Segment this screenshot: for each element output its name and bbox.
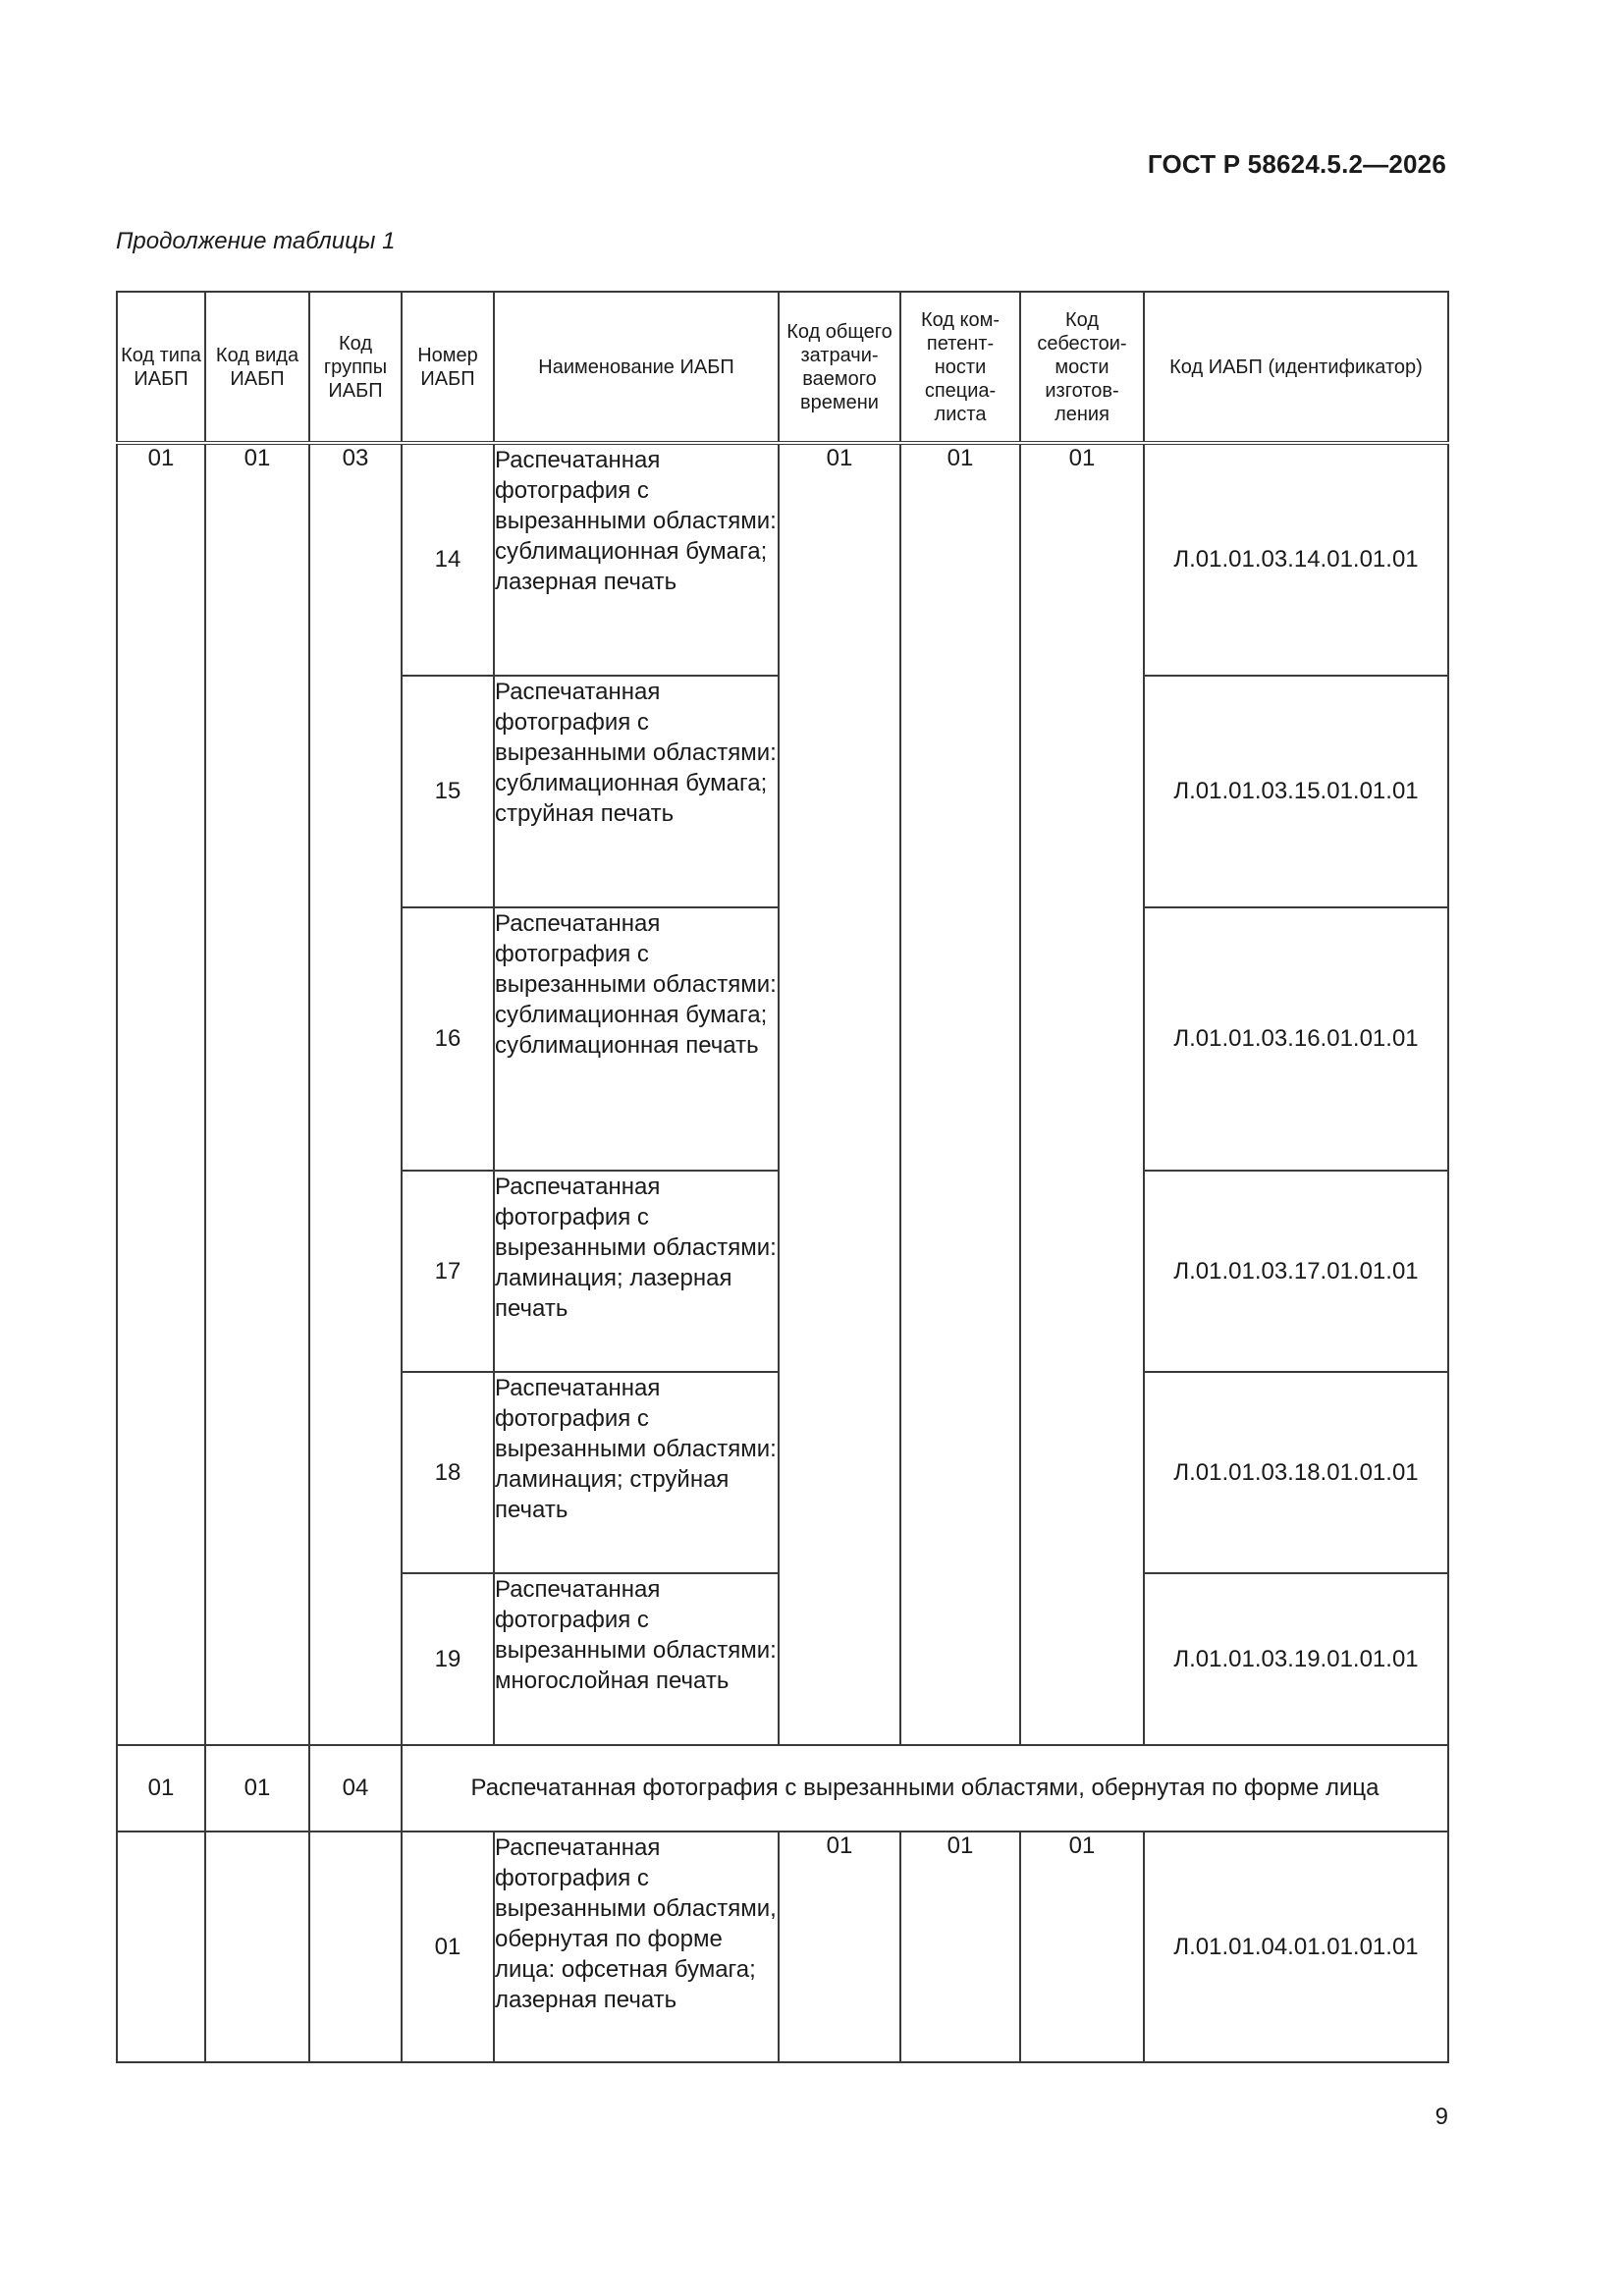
identifier-cell: Л.01.01.03.16.01.01.01 bbox=[1144, 907, 1448, 1171]
identifier-cell: Л.01.01.03.19.01.01.01 bbox=[1144, 1573, 1448, 1745]
identifier-cell: Л.01.01.04.01.01.01.01 bbox=[1144, 1831, 1448, 2062]
empty-cell bbox=[205, 1831, 309, 2062]
time-code-cell: 01 bbox=[779, 1831, 900, 2062]
table-row bbox=[117, 443, 1448, 676]
group-row bbox=[117, 1745, 1448, 1831]
time-code-cell: 01 bbox=[779, 443, 900, 1745]
name-cell: Распечатанная фотография с вырезанными областями: многослойная печать bbox=[494, 1573, 779, 1745]
header-group-code: Код группы ИАБП bbox=[309, 292, 402, 443]
cost-code-cell: 01 bbox=[1020, 443, 1144, 1745]
empty-cell bbox=[309, 1831, 402, 2062]
empty-cell bbox=[117, 1831, 205, 2062]
identifier-cell: Л.01.01.03.14.01.01.01 bbox=[1144, 443, 1448, 676]
document-code: ГОСТ Р 58624.5.2—2026 bbox=[1147, 149, 1446, 179]
iabp-table bbox=[116, 291, 1449, 2063]
group-code-cell: 04 bbox=[309, 1745, 402, 1831]
identifier-cell: Л.01.01.03.17.01.01.01 bbox=[1144, 1171, 1448, 1372]
cost-code-cell: 01 bbox=[1020, 1831, 1144, 2062]
type-code-cell: 01 bbox=[117, 1745, 205, 1831]
number-cell: 15 bbox=[402, 676, 494, 907]
competence-code-cell: 01 bbox=[900, 1831, 1020, 2062]
name-cell: Распечатанная фотография с вырезанными областями: ламинация; лазерная печать bbox=[494, 1171, 779, 1372]
number-cell: 16 bbox=[402, 907, 494, 1171]
number-cell: 01 bbox=[402, 1831, 494, 2062]
type-code-cell: 01 bbox=[117, 443, 205, 1745]
header-number: Номер ИАБП bbox=[402, 292, 494, 443]
name-cell: Распечатанная фотография с вырезанными областями: сублимационная бумага; сублимационная печать bbox=[494, 907, 779, 1171]
number-cell: 18 bbox=[402, 1372, 494, 1573]
name-cell: Распечатанная фотография с вырезанными областями: сублимационная бумага; лазерная печать bbox=[494, 443, 779, 676]
table-row bbox=[117, 1831, 1448, 2062]
header-type-code: Код типа ИАБП bbox=[117, 292, 205, 443]
number-cell: 14 bbox=[402, 443, 494, 676]
header-name: Наименование ИАБП bbox=[494, 292, 779, 443]
page-number: 9 bbox=[1434, 2104, 1448, 2130]
header-kind-code: Код вида ИАБП bbox=[205, 292, 309, 443]
kind-code-cell: 01 bbox=[205, 1745, 309, 1831]
table-header-row bbox=[117, 292, 1448, 443]
header-identifier: Код ИАБП (идентификатор) bbox=[1144, 292, 1448, 443]
identifier-cell: Л.01.01.03.18.01.01.01 bbox=[1144, 1372, 1448, 1573]
group-code-cell: 03 bbox=[309, 443, 402, 1745]
name-cell: Распечатанная фотография с вырезанными областями, обернутая по форме лица: офсетная бумага; лазерная печать bbox=[494, 1831, 779, 2062]
group-title-cell: Распечатанная фотография с вырезанными областями, обернутая по форме лица bbox=[402, 1745, 1448, 1831]
identifier-cell: Л.01.01.03.15.01.01.01 bbox=[1144, 676, 1448, 907]
name-cell: Распечатанная фотография с вырезанными областями: ламинация; струйная печать bbox=[494, 1372, 779, 1573]
number-cell: 19 bbox=[402, 1573, 494, 1745]
name-cell: Распечатанная фотография с вырезанными областями: сублимационная бумага; струйная печать bbox=[494, 676, 779, 907]
header-cost-code: Код себестои- мости изготов- ления bbox=[1020, 292, 1144, 443]
competence-code-cell: 01 bbox=[900, 443, 1020, 1745]
header-competence-code: Код ком- петент- ности специа- листа bbox=[900, 292, 1020, 443]
table-caption: Продолжение таблицы 1 bbox=[116, 228, 396, 254]
number-cell: 17 bbox=[402, 1171, 494, 1372]
header-time-code: Код общего затрачи- ваемого времени bbox=[779, 292, 900, 443]
kind-code-cell: 01 bbox=[205, 443, 309, 1745]
